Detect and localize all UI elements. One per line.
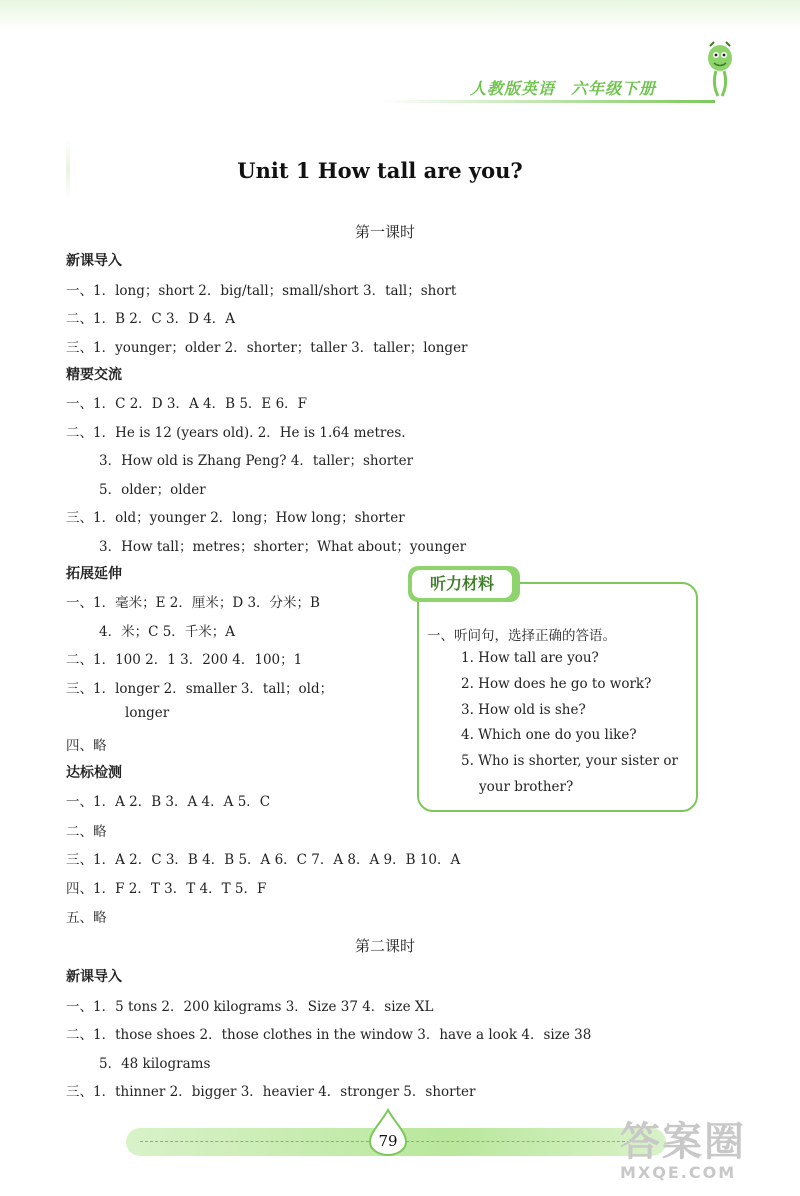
answer-line: 三、1．thinner 2．bigger 3．heavier 4．stronger 5．shorter [66, 1084, 476, 1100]
watermark [620, 1110, 790, 1190]
watermark-url: MXQE.COM [620, 1163, 737, 1182]
answer-line: 5．48 kilograms [99, 1056, 211, 1072]
listening-item: 5. Who is shorter, your sister or [461, 753, 678, 769]
answer-line: 3．How old is Zhang Peng? 4．taller；shorter [99, 453, 414, 469]
answer-line: 二、1．He is 12 (years old). 2．He is 1.64 metres. [66, 425, 406, 441]
answer-line: 三、1．longer 2．smaller 3．tall；old； [66, 681, 334, 697]
listening-item: 2. How does he go to work? [461, 676, 652, 692]
answer-line: 一、1．C 2．D 3．A 4．B 5．E 6．F [66, 396, 308, 412]
answer-line: 五、略 [66, 910, 107, 926]
answer-line: 一、1．A 2．B 3．A 4．A 5．C [66, 794, 271, 810]
answer-line: 四、1．F 2．T 3．T 4．T 5．F [66, 881, 267, 897]
answer-line: 一、1．long；short 2．big/tall；small/short 3．tall；short [66, 283, 457, 299]
answer-line: 一、1．毫米；E 2．厘米；D 3．分米；B [66, 595, 320, 611]
unit-title: Unit 1 How tall are you? [237, 158, 523, 183]
answer-line: 二、1．B 2．C 3．D 4．A [66, 311, 236, 327]
answer-line: 四、略 [66, 738, 107, 754]
top-band [0, 0, 800, 30]
header-rule [380, 100, 715, 103]
answer-line: 二、略 [66, 824, 107, 840]
lesson-1-title: 第一课时 [354, 223, 415, 241]
answer-line: 一、1．5 tons 2．200 kilograms 3．Size 37 4．size XL [66, 999, 434, 1015]
lesson-2-title: 第二课时 [354, 937, 415, 955]
answer-line: 二、1．100 2．1 3．200 4．100；1 [66, 652, 303, 668]
answer-line: 5．older；older [99, 482, 206, 498]
answer-line: 3．How tall；metres；shorter；What about；younger [99, 539, 467, 555]
answer-line: 三、1．A 2．C 3．B 4．B 5．A 6．C 7．A 8．A 9．B 10．A [66, 852, 461, 868]
section-heading: 新课导入 [66, 253, 122, 269]
listening-item: 3. How old is she? [461, 702, 586, 718]
listening-item: 1. How tall are you? [461, 650, 599, 666]
answer-line: 二、1．those shoes 2．those clothes in the window 3．have a look 4．size 38 [66, 1027, 592, 1043]
header-grade: 六年级下册 [571, 79, 657, 98]
listening-box [417, 582, 698, 812]
header-edition: 人教版英语 [470, 79, 556, 98]
answer-line: longer [125, 705, 170, 721]
answer-line: 三、1．younger；older 2．shorter；taller 3．taller；longer [66, 340, 468, 356]
page-header [470, 76, 656, 99]
section-heading: 新课导入 [66, 969, 122, 985]
listening-label: 听力材料 [412, 570, 512, 598]
watermark-cn: 答案圈 [620, 1119, 746, 1165]
answer-line: 4．米；C 5．千米；A [99, 624, 236, 640]
answer-line: 三、1．old；younger 2．long；How long；shorter [66, 510, 405, 526]
mascot-icon [702, 40, 738, 104]
listening-intro: 一、听问句，选择正确的答语。 [427, 628, 616, 644]
listening-item: your brother? [479, 779, 574, 795]
page-number: 79 [378, 1132, 398, 1150]
section-heading: 拓展延伸 [66, 566, 122, 582]
section-heading: 达标检测 [66, 765, 122, 781]
listening-item: 4. Which one do you like? [461, 727, 637, 743]
section-heading: 精要交流 [66, 367, 122, 383]
